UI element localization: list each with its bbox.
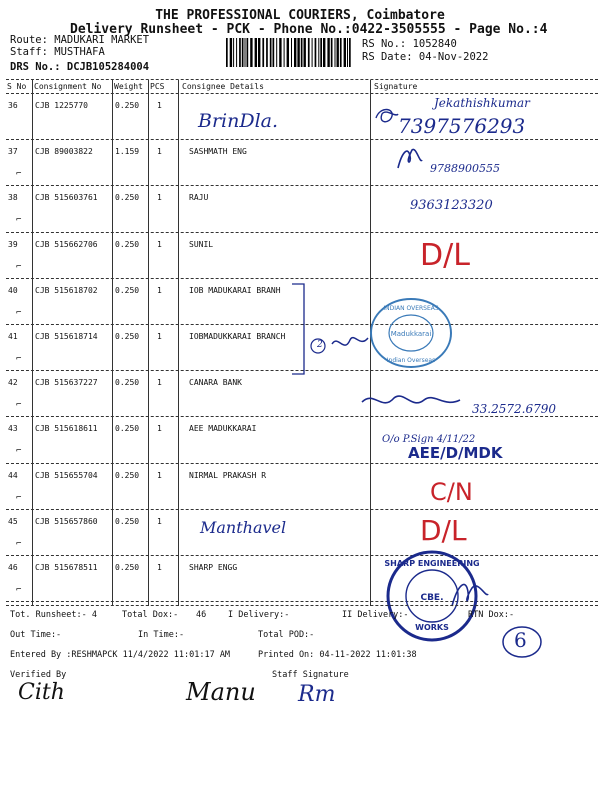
stamp-sharp-bottom: WORKS	[415, 623, 449, 632]
row-consignee: SASHMATH ENG	[189, 147, 247, 157]
barcode-bar	[320, 38, 322, 67]
row-consignment: CJB 1225770	[35, 101, 88, 110]
row-sno: 36	[8, 101, 18, 110]
route-label: Route: MADUKARI MARKET	[10, 34, 150, 46]
total-dox-label: Total Dox:-	[122, 610, 179, 620]
handwritten-signature: O/o P.Sign 4/11/22	[382, 434, 476, 445]
rs-date: RS Date: 04-Nov-2022	[362, 51, 489, 63]
row-weight: 0.250	[115, 563, 140, 572]
row-consignment: CJB 89003822	[35, 147, 93, 157]
barcode-bar	[349, 38, 351, 67]
office-stamp: AEE/D/MDK	[408, 444, 503, 462]
handwritten-mark: 2	[317, 340, 323, 350]
row-weight: 0.250	[115, 285, 140, 295]
staff-label: Staff: MUSTHAFA	[10, 46, 105, 58]
col-divider	[32, 80, 33, 606]
verified-by: Verified By	[10, 670, 67, 680]
runsheet-subtitle: Delivery Runsheet - PCK - Phone No.:0422-3505555 - Page No.:4	[70, 22, 548, 37]
barcode-bar	[230, 38, 232, 67]
handwritten-phone: 33.2572.6790	[472, 402, 556, 416]
barcode-bar	[318, 38, 319, 67]
barcode-bar	[308, 38, 310, 67]
barcode-bar	[226, 38, 228, 67]
row-weight: 0.250	[115, 239, 140, 249]
row-consignment: CJB 515655704	[35, 470, 98, 480]
row-weight: 0.250	[115, 193, 140, 203]
barcode-bar	[327, 38, 329, 67]
row-consignment: CJB 515618714	[35, 332, 98, 341]
barcode-bar	[344, 38, 346, 67]
row-pcs: 1	[157, 516, 162, 526]
row-weight: 0.250	[115, 332, 140, 341]
row-divider	[6, 185, 598, 186]
total-circle-number: 6	[514, 628, 527, 652]
barcode-bar	[270, 38, 272, 67]
barcode-bar	[250, 38, 252, 67]
staff-signature-label: Staff Signature	[272, 670, 349, 680]
tick-mark: ⌐	[16, 307, 22, 318]
row-weight: 0.250	[115, 101, 140, 110]
stamp-bank-top: INDIAN OVERSEAS	[383, 305, 439, 312]
row-divider	[6, 509, 598, 510]
handwritten-signature: Jekathishkumar	[434, 96, 530, 110]
handwritten-name: BrinDla.	[198, 110, 279, 132]
row-divider	[6, 278, 598, 279]
staff-signature: Manu	[186, 678, 256, 706]
handwritten-phone: 9363123320	[410, 198, 493, 213]
bank-stamp	[368, 296, 454, 370]
signature-scribble	[392, 142, 426, 172]
row-sno: 41	[8, 332, 18, 341]
row-sno: 37	[8, 147, 18, 157]
stamp-sharp-city: CBE.	[420, 593, 444, 603]
row-pcs: 1	[157, 332, 162, 341]
row-weight: 0.250	[115, 424, 140, 434]
row-consignee: AEE MADUKKARAI	[189, 424, 257, 434]
col-pcs: PCS	[150, 82, 165, 91]
row-weight: 1.159	[115, 147, 140, 157]
row-sno: 43	[8, 424, 18, 434]
barcode-bar	[301, 38, 303, 67]
barcode-bar	[294, 38, 296, 67]
tick-mark: ⌐	[16, 354, 22, 364]
barcode-bar	[331, 38, 333, 67]
row-pcs: 1	[157, 193, 162, 203]
row-divider	[6, 416, 598, 417]
barcode-bar	[312, 38, 313, 67]
staff-signature: Rm	[298, 682, 336, 707]
tick-mark: ⌐	[16, 261, 22, 272]
handwritten-status: C/N	[430, 478, 473, 506]
bracket-mark	[290, 282, 310, 378]
row-consignment: CJB 515637227	[35, 378, 98, 388]
printed-on: Printed On: 04-11-2022 11:01:38	[258, 650, 417, 660]
row-pcs: 1	[157, 378, 162, 388]
handwritten-status: D/L	[420, 238, 470, 273]
runsheet-title: THE PROFESSIONAL COURIERS, Coimbatore	[155, 8, 445, 23]
row-consignee: CANARA BANK	[189, 378, 242, 388]
drs-number: DRS No.: DCJB105284004	[10, 61, 150, 73]
ii-delivery: II Delivery:-	[342, 610, 409, 620]
barcode-bar	[337, 38, 339, 67]
row-pcs: 1	[157, 563, 162, 572]
out-time: Out Time:-	[10, 630, 62, 640]
barcode-image	[226, 38, 354, 67]
row-consignment: CJB 515678511	[35, 563, 98, 572]
tick-mark: ⌐	[16, 215, 22, 226]
row-sno: 38	[8, 193, 18, 203]
barcode-bar	[315, 38, 317, 67]
barcode-bar	[266, 38, 268, 67]
tick-mark: ⌐	[16, 492, 22, 503]
tick-mark: ⌐	[16, 585, 22, 595]
row-consignee: IOB MADUKARAI BRANH	[189, 285, 281, 295]
row-pcs: 1	[157, 147, 162, 157]
barcode-bar	[291, 38, 292, 67]
col-weight: Weight	[114, 82, 143, 91]
col-sno: S No	[7, 82, 27, 91]
stamp-bank-mid: Madukkarai	[390, 330, 432, 338]
barcode-bar	[247, 38, 249, 67]
barcode-bar	[233, 38, 234, 67]
row-consignment: CJB 515657860	[35, 516, 98, 526]
row-sno: 44	[8, 470, 18, 480]
barcode-bar	[255, 38, 257, 67]
header-top-rule	[6, 79, 598, 80]
row-consignee: IOBMADUKKARAI BRANCH	[189, 332, 286, 341]
handwritten-phone: 7397576293	[398, 114, 526, 138]
row-divider	[6, 463, 598, 464]
barcode-bar	[239, 38, 241, 67]
tick-mark: ⌐	[16, 538, 22, 549]
barcode-bar	[262, 38, 264, 67]
row-divider	[6, 601, 598, 602]
col-divider	[148, 80, 149, 606]
handwritten-name: Manthavel	[200, 518, 287, 537]
row-weight: 0.250	[115, 470, 140, 480]
row-consignment: CJB 515618611	[35, 424, 98, 434]
handwritten-status: D/L	[420, 514, 467, 547]
barcode-bar	[242, 38, 244, 67]
i-delivery: I Delivery:-	[228, 610, 290, 620]
barcode-bar	[340, 38, 342, 67]
barcode-bar	[236, 38, 237, 67]
stamp-bank-bottom: Indian Overseas	[386, 357, 436, 364]
col-consignment: Consignment No	[34, 82, 102, 91]
col-consignee: Consignee Details	[182, 82, 264, 91]
tick-mark: ⌐	[16, 169, 22, 180]
rs-number: RS No.: 1052840	[362, 38, 457, 50]
row-divider	[6, 139, 598, 140]
row-sno: 45	[8, 516, 18, 526]
barcode-bar	[287, 38, 289, 67]
row-consignee: RAJU	[189, 193, 209, 203]
row-divider	[6, 232, 598, 233]
row-weight: 0.250	[115, 378, 140, 388]
row-consignment: CJB 515662706	[35, 239, 98, 249]
barcode-bar	[335, 38, 336, 67]
tot-runsheet: Tot. Runsheet:- 4	[10, 610, 97, 620]
header-bottom-rule	[6, 93, 598, 94]
row-pcs: 1	[157, 285, 162, 295]
barcode-bar	[258, 38, 260, 67]
tick-mark: ⌐	[16, 400, 22, 411]
barcode-bar	[273, 38, 275, 67]
barcode-bar	[276, 38, 277, 67]
col-signature: Signature	[374, 82, 418, 91]
row-divider	[6, 555, 598, 556]
barcode-bar	[245, 38, 246, 67]
row-consignee: SUNIL	[189, 239, 214, 249]
barcode-bar	[323, 38, 325, 67]
signature-scribble	[448, 574, 492, 614]
barcode-bar	[297, 38, 299, 67]
row-sno: 40	[8, 285, 18, 295]
row-pcs: 1	[157, 424, 162, 434]
row-consignee: SHARP ENGG	[189, 563, 238, 572]
signature-scribble	[360, 388, 464, 414]
total-dox-value: 46	[196, 610, 207, 620]
row-pcs: 1	[157, 470, 162, 480]
stamp-sharp-top: SHARP ENGINEERING	[384, 559, 480, 568]
row-consignee: NIRMAL PRAKASH R	[189, 470, 267, 480]
barcode-bar	[279, 38, 281, 67]
rtn-dox: RTN Dox:-	[468, 610, 515, 620]
barcode-bar	[284, 38, 285, 67]
row-pcs: 1	[157, 239, 162, 249]
tick-mark: ⌐	[16, 446, 22, 457]
col-divider	[112, 80, 113, 606]
signature-scribble	[372, 104, 400, 128]
row-pcs: 1	[157, 101, 162, 110]
handwritten-phone: 9788900555	[430, 162, 500, 175]
col-divider	[178, 80, 179, 606]
row-sno: 39	[8, 239, 18, 249]
footer-rule	[6, 605, 598, 606]
barcode-bar	[347, 38, 348, 67]
total-pod: Total POD:-	[258, 630, 315, 640]
row-consignment: CJB 515603761	[35, 193, 98, 203]
verifier-signature: Cith	[18, 680, 65, 705]
row-sno: 46	[8, 563, 18, 572]
entered-by: Entered By :RESHMAPCK 11/4/2022 11:01:17 AM	[10, 650, 231, 660]
row-weight: 0.250	[115, 516, 140, 526]
row-sno: 42	[8, 378, 18, 388]
barcode-bar	[304, 38, 306, 67]
row-consignment: CJB 515618702	[35, 285, 98, 295]
in-time: In Time:-	[138, 630, 185, 640]
